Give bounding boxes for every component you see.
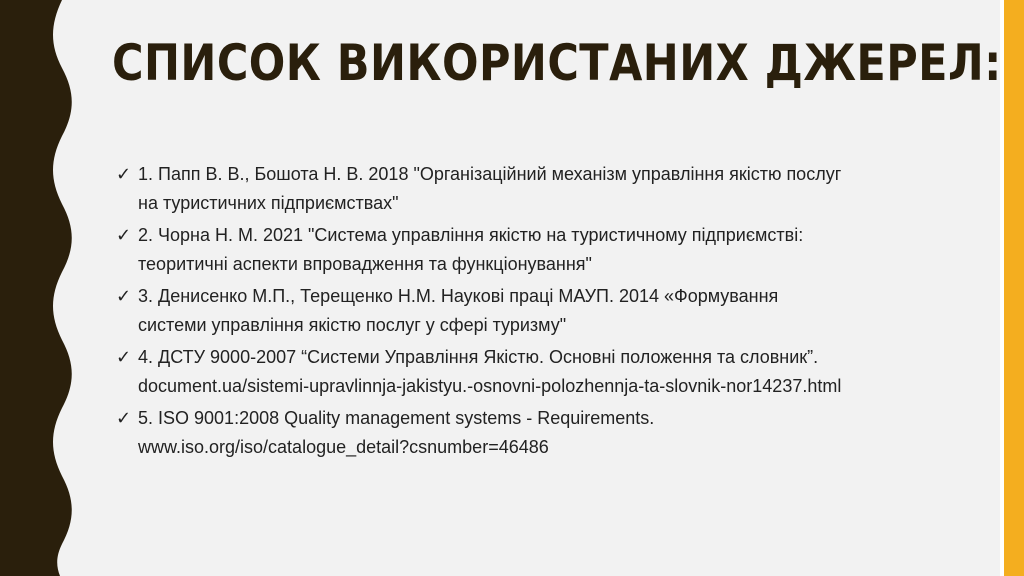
reference-line: на туристичних підприємствах" [138, 193, 399, 213]
slide-title: СПИСОК ВИКОРИСТАНИХ ДЖЕРЕЛ: [112, 34, 1002, 92]
checkmark-icon: ✓ [116, 164, 132, 185]
reference-line: 2. Чорна Н. М. 2021 "Система управління якістю на туристичному підприємстві: [138, 225, 804, 245]
reference-line: 1. Папп В. В., Бошота Н. В. 2018 "Організаційний механізм управління якістю послуг [138, 164, 842, 184]
reference-item-2 [116, 221, 976, 279]
reference-item-3 [116, 282, 976, 340]
reference-line: теоритичні аспекти впровадження та функціонування" [138, 254, 592, 274]
reference-text [138, 404, 976, 462]
reference-line: 3. Денисенко М.П., Терещенко Н.М. Наукові праці МАУП. 2014 «Формування [138, 286, 779, 306]
accent-bar [1004, 0, 1024, 576]
reference-text [138, 282, 976, 340]
checkmark-icon: ✓ [116, 286, 132, 307]
reference-line: системи управління якістю послуг у сфері туризму" [138, 315, 567, 335]
wave-decoration [0, 0, 90, 576]
reference-text [138, 343, 976, 401]
reference-line: 5. ISO 9001:2008 Quality management systems - Requirements. [138, 408, 655, 428]
checkmark-icon: ✓ [116, 225, 132, 246]
reference-link[interactable]: document.ua/sistemi-upravlinnja-jakistyu.-osnovni-polozhennja-ta-slovnik-nor14237.html [138, 376, 842, 396]
reference-item-5 [116, 404, 976, 462]
reference-list [116, 160, 976, 465]
reference-item-1 [116, 160, 976, 218]
reference-line: 4. ДСТУ 9000-2007 “Системи Управління Якістю. Основні положення та словник”. [138, 347, 819, 367]
reference-text [138, 221, 976, 279]
wave-band-shape [0, 0, 72, 576]
reference-link[interactable]: www.iso.org/iso/catalogue_detail?csnumber=46486 [138, 437, 549, 457]
reference-item-4 [116, 343, 976, 401]
reference-text [138, 160, 976, 218]
checkmark-icon: ✓ [116, 347, 132, 368]
checkmark-icon: ✓ [116, 408, 132, 429]
